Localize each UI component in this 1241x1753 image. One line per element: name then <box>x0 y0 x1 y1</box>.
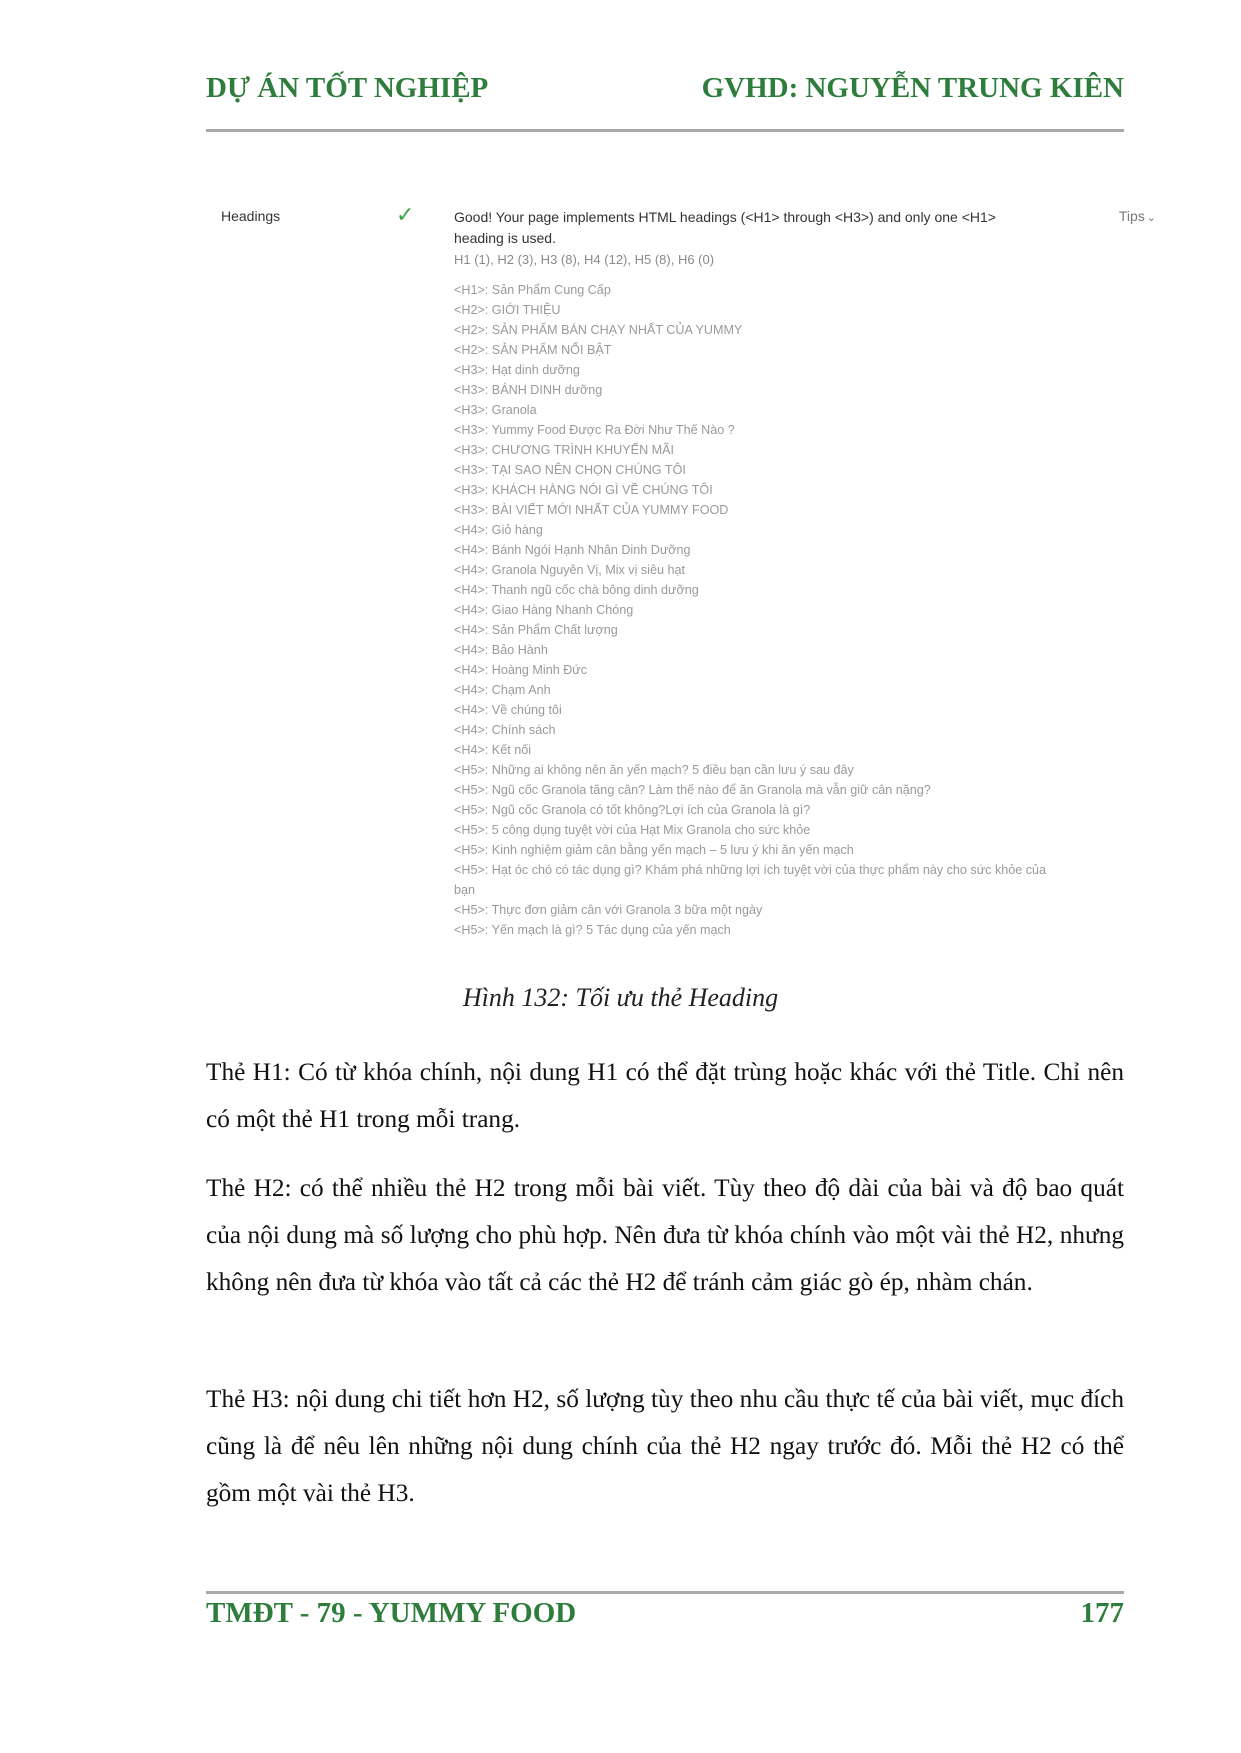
heading-list-item: <H4>: Bánh Ngói Hạnh Nhân Dinh Dưỡng <box>454 543 691 557</box>
check-icon: ✓ <box>396 202 415 227</box>
paragraph-h3: Thẻ H3: nội dung chi tiết hơn H2, số lượng tùy theo nhu cầu thực tế của bài viết, mục đích cũng là để nêu lên những nội dung chính của thẻ H2 ngay trước đó. Mỗi thẻ H2 có thể gồm một vài thẻ H3. <box>206 1385 1124 1507</box>
heading-list-item: <H5>: Thực đơn giảm cân với Granola 3 bữa một ngày <box>454 903 763 917</box>
heading-list-item: <H5>: 5 công dụng tuyệt vời của Hạt Mix Granola cho sức khỏe <box>454 823 811 837</box>
heading-list-item: <H4>: Giỏ hàng <box>454 523 543 537</box>
heading-list-item: <H3>: Yummy Food Được Ra Đời Như Thế Nào ? <box>454 423 735 437</box>
heading-list-item: <H4>: Về chúng tôi <box>454 703 562 717</box>
page-number: 177 <box>1080 1597 1124 1629</box>
heading-list-item: <H4>: Sản Phẩm Chất lượng <box>454 623 618 637</box>
tips-label: Tips <box>1118 208 1145 224</box>
heading-list-item: <H3>: CHƯƠNG TRÌNH KHUYẾN MÃI <box>454 443 675 457</box>
heading-list-item: <H5>: Ngũ cốc Granola tăng cân? Làm thế nào để ăn Granola mà vẫn giữ cân nặng? <box>454 783 931 797</box>
headings-counts: H1 (1), H2 (3), H3 (8), H4 (12), H5 (8), H6 (0) <box>454 252 715 267</box>
heading-list-item: <H1>: Sản Phẩm Cung Cấp <box>454 283 611 297</box>
heading-list-item: <H3>: TẠI SAO NÊN CHỌN CHÚNG TÔI <box>454 463 686 477</box>
heading-list-item: <H2>: GIỚI THIỆU <box>454 303 561 317</box>
heading-list-item: <H4>: Giao Hàng Nhanh Chóng <box>454 603 634 617</box>
heading-list-item: <H4>: Hoàng Minh Đức <box>454 663 588 677</box>
heading-list <box>454 280 1047 940</box>
headings-message: Good! Your page implements HTML headings (<H1> through <H3>) and only one <H1> heading is used. <box>454 209 996 246</box>
seo-headings-panel <box>206 198 1156 958</box>
heading-list-item: <H4>: Kết nối <box>454 743 532 757</box>
footer-title: TMĐT - 79 - YUMMY FOOD <box>206 1597 577 1629</box>
footer-divider <box>206 1591 1124 1594</box>
heading-list-item: <H5>: Những ai không nên ăn yến mạch? 5 điều bạn cần lưu ý sau đây <box>454 763 854 777</box>
heading-list-item: <H3>: BÁNH DINH dưỡng <box>454 383 603 397</box>
heading-list-item: <H3>: KHÁCH HÀNG NÓI GÌ VỀ CHÚNG TÔI <box>454 483 713 497</box>
heading-list-item: <H4>: Chính sách <box>454 723 556 737</box>
heading-list-item: <H5>: Ngũ cốc Granola có tốt không?Lợi ích của Granola là gì? <box>454 803 811 817</box>
heading-list-item: <H4>: Granola Nguyên Vị, Mix vị siêu hạt <box>454 563 685 577</box>
figure-caption: Hình 132: Tối ưu thẻ Heading <box>462 983 779 1012</box>
heading-list-item: <H5>: Yến mạch là gì? 5 Tác dụng của yến mạch <box>454 923 731 937</box>
header-divider <box>206 129 1124 132</box>
heading-list-item: <H5>: Kinh nghiệm giảm cân bằng yến mạch – 5 lưu ý khi ăn yến mạch <box>454 843 854 857</box>
heading-list-item: <H5>: Hạt óc chó có tác dụng gì? Khám phá những lợi ích tuyệt vời của thực phẩm này cho sức khỏe của bạn <box>454 863 1047 897</box>
page-footer <box>206 1595 1124 1630</box>
project-title: DỰ ÁN TỐT NGHIỆP <box>206 72 489 104</box>
page-header <box>206 72 1124 105</box>
heading-list-item: <H3>: Hạt dinh dưỡng <box>454 363 580 377</box>
heading-list-item: <H2>: SẢN PHẨM NỔI BẬT <box>454 343 612 357</box>
heading-list-item: <H4>: Bảo Hành <box>454 643 548 657</box>
paragraph-h2: Thẻ H2: có thể nhiều thẻ H2 trong mỗi bài viết. Tùy theo độ dài của bài và độ bao quát của nội dung mà số lượng cho phù hợp. Nên đưa từ khóa chính vào một vài thẻ H2, nhưng không nên đưa từ khóa vào tất cả các thẻ H2 để tránh cảm giác gò ép, nhàm chán. <box>206 1174 1124 1296</box>
headings-result <box>454 207 1047 940</box>
tips-toggle[interactable] <box>1119 208 1156 224</box>
chevron-down-icon: ⌄ <box>1146 212 1156 224</box>
heading-list-item: <H4>: Chạm Anh <box>454 683 551 697</box>
headings-label: Headings <box>221 208 281 224</box>
heading-list-item: <H4>: Thanh ngũ cốc chà bông dinh dưỡng <box>454 583 699 597</box>
heading-list-item: <H3>: BÀI VIẾT MỚI NHẤT CỦA YUMMY FOOD <box>454 503 729 517</box>
heading-list-item: <H2>: SẢN PHẨM BÁN CHẠY NHẤT CỦA YUMMY <box>454 323 743 337</box>
paragraph-h1: Thẻ H1: Có từ khóa chính, nội dung H1 có thể đặt trùng hoặc khác với thẻ Title. Chỉ nên có một thẻ H1 trong mỗi trang. <box>206 1058 1124 1133</box>
heading-list-item: <H3>: Granola <box>454 403 537 417</box>
supervisor: GVHD: NGUYỄN TRUNG KIÊN <box>701 72 1124 104</box>
